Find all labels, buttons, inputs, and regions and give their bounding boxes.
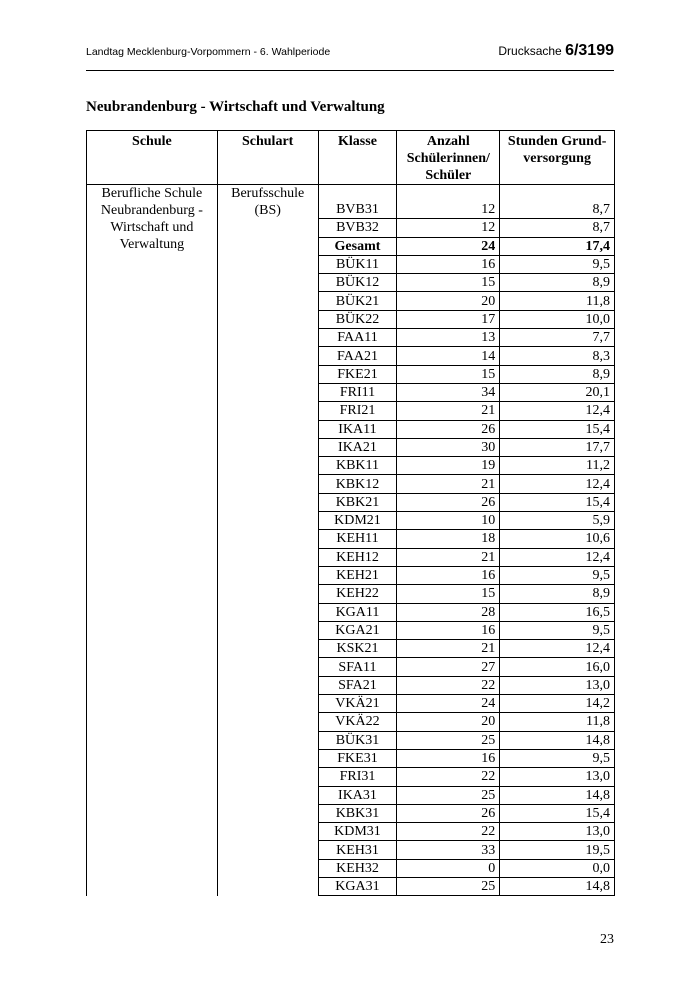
klasse-cell: BVB31 — [318, 201, 397, 219]
school-name: Berufliche Schule Neubrandenburg - Wirtschaft und Verwaltung — [100, 186, 203, 252]
klasse-cell: FRI31 — [318, 768, 397, 786]
stunden-cell: 19,5 — [500, 841, 615, 859]
stunden-cell: 9,5 — [500, 749, 615, 767]
klasse-cell: IKA31 — [318, 786, 397, 804]
anzahl-cell: 22 — [397, 676, 500, 694]
header-klasse: Klasse — [318, 131, 397, 185]
stunden-cell: 0,0 — [500, 859, 615, 877]
klasse-cell: KEH21 — [318, 566, 397, 584]
stunden-cell: 15,4 — [500, 804, 615, 822]
stunden-cell: 10,6 — [500, 530, 615, 548]
parliament-label: Landtag Mecklenburg-Vorpommern - 6. Wahlperiode — [86, 46, 331, 58]
stunden-cell: 17,7 — [500, 438, 615, 456]
klasse-cell: FKE31 — [318, 749, 397, 767]
school-type: Berufsschule (BS) — [231, 186, 305, 218]
stunden-cell: 11,8 — [500, 713, 615, 731]
anzahl-cell: 12 — [397, 219, 500, 237]
anzahl-cell: 15 — [397, 365, 500, 383]
stunden-cell: 15,4 — [500, 493, 615, 511]
klasse-cell: KBK21 — [318, 493, 397, 511]
klasse-cell: BÜK11 — [318, 255, 397, 273]
document-reference — [498, 42, 614, 60]
klasse-cell: KEH32 — [318, 859, 397, 877]
klasse-cell: FKE21 — [318, 365, 397, 383]
anzahl-cell: 24 — [397, 695, 500, 713]
stunden-cell: 11,2 — [500, 457, 615, 475]
anzahl-cell: 17 — [397, 310, 500, 328]
stunden-cell: 8,7 — [500, 219, 615, 237]
anzahl-cell: 16 — [397, 566, 500, 584]
klasse-cell: KDM31 — [318, 823, 397, 841]
anzahl-cell: 26 — [397, 804, 500, 822]
stunden-cell: 20,1 — [500, 383, 615, 401]
anzahl-cell: 0 — [397, 859, 500, 877]
stunden-cell: 8,9 — [500, 585, 615, 603]
klasse-cell: KGA31 — [318, 877, 397, 895]
anzahl-cell: 15 — [397, 585, 500, 603]
stunden-cell: 13,0 — [500, 768, 615, 786]
anzahl-cell: 26 — [397, 493, 500, 511]
klasse-cell: IKA11 — [318, 420, 397, 438]
anzahl-cell: 24 — [397, 237, 500, 255]
klasse-cell: BVB32 — [318, 219, 397, 237]
stunden-cell: 8,9 — [500, 274, 615, 292]
anzahl-cell: 22 — [397, 768, 500, 786]
anzahl-cell: 21 — [397, 475, 500, 493]
stunden-cell: 12,4 — [500, 640, 615, 658]
stunden-cell: 15,4 — [500, 420, 615, 438]
stunden-cell: 16,0 — [500, 658, 615, 676]
stunden-cell: 12,4 — [500, 548, 615, 566]
anzahl-cell: 21 — [397, 548, 500, 566]
header-divider — [86, 70, 614, 71]
klasse-cell: KSK21 — [318, 640, 397, 658]
anzahl-cell: 12 — [397, 201, 500, 219]
table-header-row — [87, 131, 615, 185]
anzahl-cell: 10 — [397, 512, 500, 530]
klasse-cell: KBK11 — [318, 457, 397, 475]
stunden-cell: 7,7 — [500, 329, 615, 347]
stunden-cell: 12,4 — [500, 402, 615, 420]
stunden-cell: 8,3 — [500, 347, 615, 365]
anzahl-cell: 13 — [397, 329, 500, 347]
anzahl-cell: 28 — [397, 603, 500, 621]
header-schulart: Schulart — [217, 131, 318, 185]
anzahl-cell: 22 — [397, 823, 500, 841]
klasse-cell: BÜK22 — [318, 310, 397, 328]
klasse-cell: VKÄ21 — [318, 695, 397, 713]
anzahl-cell: 14 — [397, 347, 500, 365]
klasse-cell: KBK12 — [318, 475, 397, 493]
klasse-cell: Gesamt — [318, 237, 397, 255]
klasse-cell: FRI11 — [318, 383, 397, 401]
stunden-cell: 9,5 — [500, 255, 615, 273]
school-hours-table — [86, 130, 615, 896]
klasse-cell: FAA11 — [318, 329, 397, 347]
klasse-cell: KEH11 — [318, 530, 397, 548]
anzahl-cell: 25 — [397, 731, 500, 749]
stunden-cell: 13,0 — [500, 676, 615, 694]
header-stunden: Stunden Grund-versorgung — [500, 131, 615, 185]
header-anzahl: Anzahl Schülerinnen/ Schüler — [397, 131, 500, 185]
anzahl-cell: 16 — [397, 255, 500, 273]
stunden-cell: 8,9 — [500, 365, 615, 383]
stunden-cell: 5,9 — [500, 512, 615, 530]
anzahl-cell: 26 — [397, 420, 500, 438]
stunden-cell: 8,7 — [500, 201, 615, 219]
klasse-cell: KDM21 — [318, 512, 397, 530]
klasse-cell: SFA11 — [318, 658, 397, 676]
klasse-cell: BÜK31 — [318, 731, 397, 749]
stunden-cell: 9,5 — [500, 566, 615, 584]
stunden-cell: 10,0 — [500, 310, 615, 328]
klasse-cell: BÜK12 — [318, 274, 397, 292]
anzahl-cell: 25 — [397, 877, 500, 895]
anzahl-cell: 21 — [397, 640, 500, 658]
klasse-cell: SFA21 — [318, 676, 397, 694]
klasse-cell: KEH31 — [318, 841, 397, 859]
stunden-cell: 9,5 — [500, 621, 615, 639]
stunden-cell: 14,8 — [500, 786, 615, 804]
document-label: Drucksache — [498, 44, 562, 58]
anzahl-cell: 34 — [397, 383, 500, 401]
stunden-cell: 17,4 — [500, 237, 615, 255]
stunden-cell: 12,4 — [500, 475, 615, 493]
stunden-cell: 14,8 — [500, 877, 615, 895]
klasse-cell: KEH22 — [318, 585, 397, 603]
anzahl-cell: 25 — [397, 786, 500, 804]
klasse-cell: IKA21 — [318, 438, 397, 456]
anzahl-cell: 15 — [397, 274, 500, 292]
stunden-cell: 16,5 — [500, 603, 615, 621]
stunden-cell: 14,8 — [500, 731, 615, 749]
klasse-cell: VKÄ22 — [318, 713, 397, 731]
spacer-row — [87, 185, 615, 202]
section-title: Neubrandenburg - Wirtschaft und Verwaltung — [86, 99, 385, 115]
school-type-cell — [217, 185, 318, 896]
klasse-cell: FAA21 — [318, 347, 397, 365]
anzahl-cell: 19 — [397, 457, 500, 475]
stunden-cell: 11,8 — [500, 292, 615, 310]
document-number: 6/3199 — [565, 42, 614, 59]
anzahl-cell: 18 — [397, 530, 500, 548]
klasse-cell: KEH12 — [318, 548, 397, 566]
klasse-cell: BÜK21 — [318, 292, 397, 310]
klasse-cell: KBK31 — [318, 804, 397, 822]
stunden-cell: 14,2 — [500, 695, 615, 713]
anzahl-cell: 21 — [397, 402, 500, 420]
anzahl-cell: 20 — [397, 292, 500, 310]
anzahl-cell: 16 — [397, 749, 500, 767]
klasse-cell: KGA11 — [318, 603, 397, 621]
klasse-cell: KGA21 — [318, 621, 397, 639]
school-name-cell — [87, 185, 218, 896]
anzahl-cell: 30 — [397, 438, 500, 456]
header-schule: Schule — [87, 131, 218, 185]
anzahl-cell: 16 — [397, 621, 500, 639]
page-number: 23 — [600, 932, 614, 947]
stunden-cell: 13,0 — [500, 823, 615, 841]
anzahl-cell: 33 — [397, 841, 500, 859]
anzahl-cell: 27 — [397, 658, 500, 676]
anzahl-cell: 20 — [397, 713, 500, 731]
klasse-cell: FRI21 — [318, 402, 397, 420]
